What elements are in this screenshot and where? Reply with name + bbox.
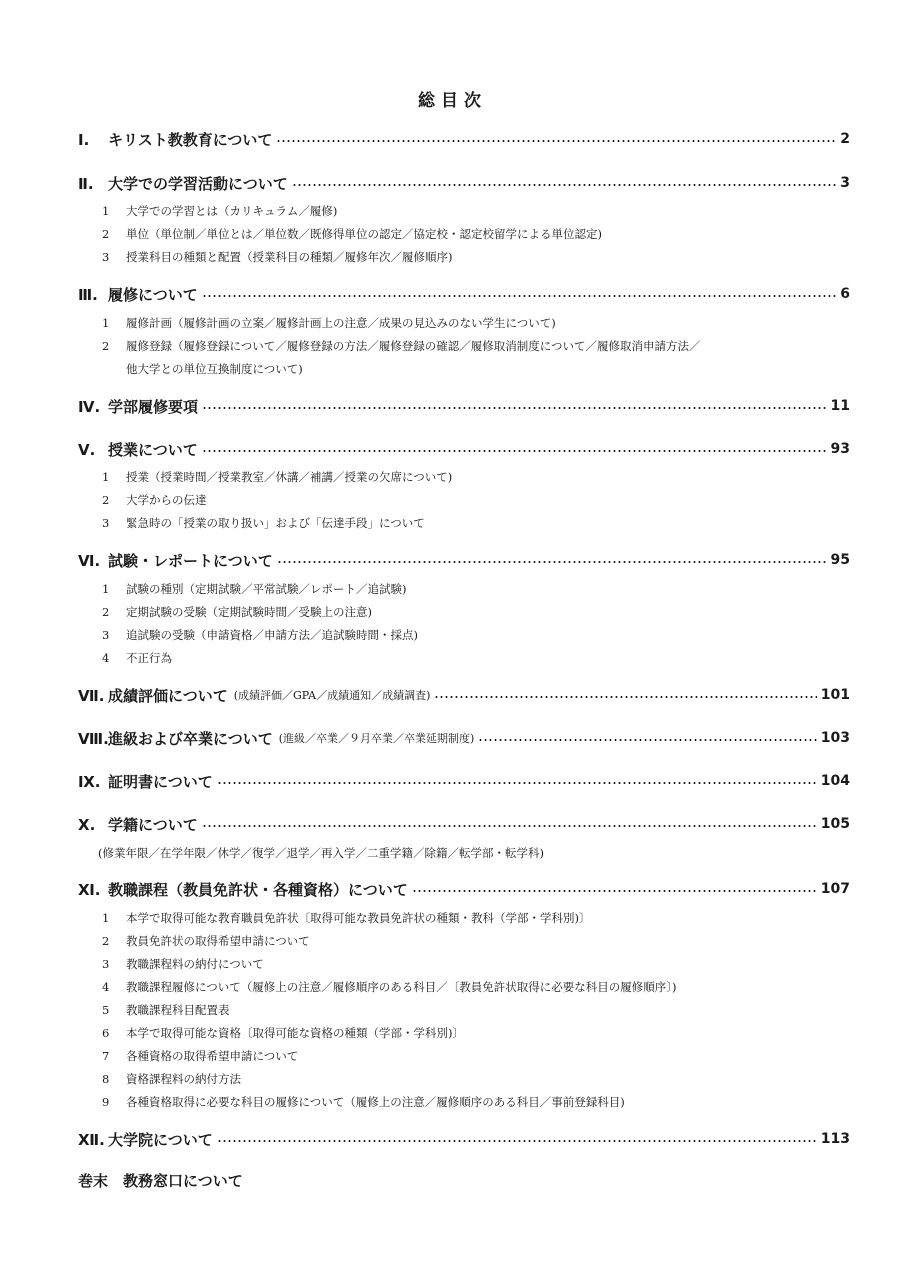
section-number: Ⅻ. [78,1130,105,1149]
toc-subitem: 3 緊急時の「授業の取り扱い」および「伝達手段」について [102,516,425,530]
appendix-heading: 巻末 教務窓口について [78,1172,243,1190]
toc-entry-8 [78,727,850,749]
dot-leader [217,781,817,785]
dot-leader [478,738,816,742]
section-number: Ⅳ. [78,397,101,416]
toc-subitem: 1 試験の種別（定期試験／平常試験／レポート／追試験) [102,582,407,596]
section-title: 大学での学習活動について [108,174,288,193]
toc-subitem: 5 教職課程科目配置表 [102,1003,230,1017]
section-title: 授業について [108,440,198,459]
page-number: 3 [840,175,850,191]
section-number: Ⅵ. [78,551,101,570]
toc-entry-6 [78,549,850,571]
page-number: 2 [840,131,850,147]
toc-subitem-continuation: 他大学との単位互換制度について) [126,362,303,376]
toc-entry-7 [78,684,850,706]
page-number: 105 [820,816,850,832]
toc-entry-5 [78,438,850,460]
section-title: 進級および卒業について [108,729,273,748]
toc-subitem: 2 履修登録（履修登録について／履修登録の方法／履修登録の確認／履修取消制度について／履修取消申請方法／ [102,339,701,353]
section-number: Ⅱ. [78,174,94,193]
toc-subitem: 7 各種資格の取得希望申請について [102,1049,299,1063]
page-number: 113 [820,1131,850,1147]
dot-leader [276,139,836,143]
section-number: Ⅸ. [78,772,101,791]
section-title: 証明書について [108,772,213,791]
section-number: Ⅷ. [78,729,109,748]
toc-subitem: 3 授業科目の種類と配置（授業科目の種類／履修年次／履修順序) [102,250,453,264]
toc-subitem: 2 大学からの伝達 [102,493,207,507]
toc-subitem: 1 授業（授業時間／授業教室／休講／補講／授業の欠席について) [102,470,453,484]
toc-subitem: 4 教職課程履修について（履修上の注意／履修順序のある科目／〔教員免許状取得に必要な科目の履修順序〕) [102,980,677,994]
dot-leader [277,560,827,564]
page-number: 6 [840,286,850,302]
toc-subitem: 1 本学で取得可能な教育職員免許状〔取得可能な教員免許状の種類・教科（学部・学科別)〕 [102,911,591,925]
page-title: 総目次 [418,91,487,111]
dot-leader [202,294,837,298]
toc-entry-9 [78,770,850,792]
dot-leader [202,449,827,453]
dot-leader [202,406,827,410]
toc-subitem: 4 不正行為 [102,651,172,665]
section-number: Ⅰ. [78,130,90,149]
section-number: Ⅹ. [78,815,96,834]
section-title: 学籍について [108,815,198,834]
dot-leader [217,1139,817,1143]
toc-entry-11 [78,878,850,900]
toc-entry-1 [78,128,850,150]
section-note-line: (修業年限／在学年限／休学／復学／退学／再入学／二重学籍／除籍／転学部・転学科) [98,846,544,860]
section-title: 履修について [108,285,198,304]
page-number: 104 [820,773,850,789]
toc-entry-2 [78,172,850,194]
section-title: 教職課程（教員免許状・各種資格）について [108,880,408,899]
toc-entry-4 [78,395,850,417]
page-number: 101 [820,687,850,703]
toc-subitem: 2 教員免許状の取得希望申請について [102,934,310,948]
dot-leader [202,824,817,828]
section-number: Ⅶ. [78,686,105,705]
section-number: Ⅲ. [78,285,98,304]
section-number: Ⅴ. [78,440,96,459]
toc-subitem: 6 本学で取得可能な資格〔取得可能な資格の種類（学部・学科別)〕 [102,1026,464,1040]
toc-subitem: 3 追試験の受験（申請資格／申請方法／追試験時間・採点) [102,628,418,642]
toc-subitem: 1 大学での学習とは（カリキュラム／履修) [102,204,338,218]
section-note: (成績評価／GPA／成績通知／成績調査) [233,689,431,702]
page-number: 11 [830,398,850,414]
page-number: 95 [830,552,850,568]
toc-subitem: 3 教職課程料の納付について [102,957,264,971]
toc-subitem: 9 各種資格取得に必要な科目の履修について（履修上の注意／履修順序のある科目／事前登録科目) [102,1095,625,1109]
section-title: 成績評価について [108,686,228,705]
toc-subitem: 1 履修計画（履修計画の立案／履修計画上の注意／成果の見込みのない学生について) [102,316,556,330]
section-number: Ⅺ. [78,880,101,899]
section-title: キリスト教教育について [108,130,273,149]
toc-subitem: 8 資格課程料の納付方法 [102,1072,241,1086]
section-title: 学部履修要項 [108,397,199,416]
page-number: 103 [820,730,850,746]
section-title: 試験・レポートについて [108,551,273,570]
dot-leader [412,889,817,893]
page-number: 93 [830,441,850,457]
page-number: 107 [820,881,850,897]
dot-leader [292,183,837,187]
toc-subitem: 2 定期試験の受験（定期試験時間／受験上の注意) [102,605,372,619]
toc-entry-3 [78,283,850,305]
toc-entry-12 [78,1128,850,1150]
toc-subitem: 2 単位（単位制／単位とは／単位数／既修得単位の認定／協定校・認定校留学による単位認定) [102,227,602,241]
section-title: 大学院について [108,1130,213,1149]
toc-entry-10 [78,813,850,835]
section-note: (進級／卒業／９月卒業／卒業延期制度) [278,732,475,745]
dot-leader [434,695,816,699]
